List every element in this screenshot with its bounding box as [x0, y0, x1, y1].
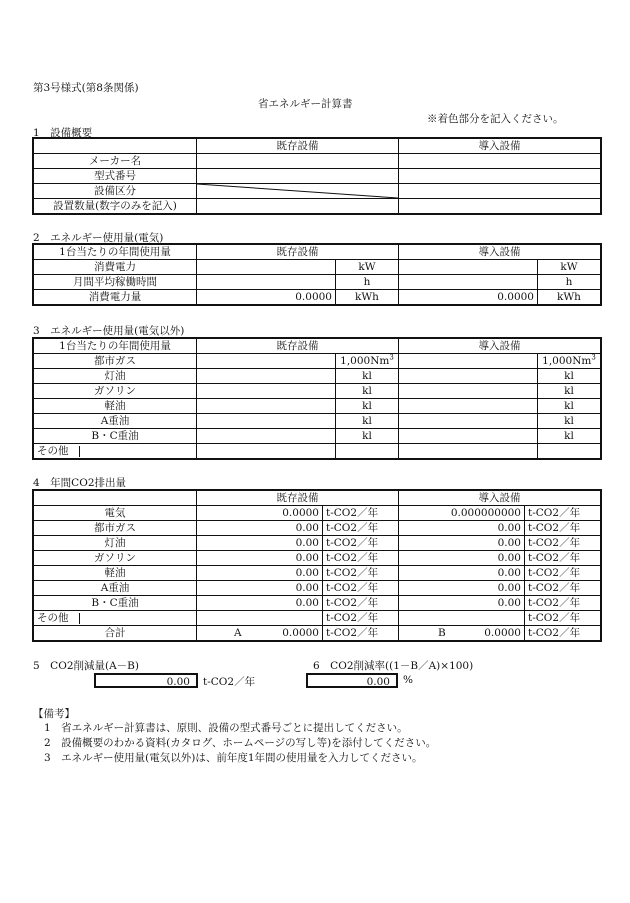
- existing-value: 0.00: [197, 596, 323, 611]
- col-new: 導入設備: [399, 139, 601, 154]
- table-row: [34, 566, 601, 581]
- existing-maker-field[interactable]: [197, 154, 399, 169]
- unit-label: t-CO2／年: [323, 596, 399, 611]
- unit-label: t-CO2／年: [323, 536, 399, 551]
- remarks-title: 【備考】: [33, 708, 75, 720]
- existing-value: 0.00: [197, 536, 323, 551]
- page-title: 省エネルギー計算書: [258, 98, 353, 110]
- unit-label: kWh: [538, 290, 601, 305]
- table-row: [34, 154, 601, 169]
- diagonal-line: [197, 184, 398, 198]
- section5-title: 5 CO2削減量(A－B): [33, 660, 139, 672]
- unit-label: t-CO2／年: [525, 551, 601, 566]
- total-b-value: 0.0000: [484, 627, 521, 639]
- existing-total: [197, 626, 323, 641]
- existing-other-field[interactable]: [197, 444, 336, 459]
- remark-item: 1 省エネルギー計算書は、原則、設備の型式番号ごとに提出してください。: [44, 722, 408, 734]
- unit-label: kl: [538, 429, 601, 444]
- unit-label: kl: [538, 399, 601, 414]
- row-label: ガソリン: [34, 384, 197, 399]
- new-bc-heavy-oil-field[interactable]: [399, 429, 538, 444]
- existing-diesel-field[interactable]: [197, 399, 336, 414]
- table-row: [34, 399, 601, 414]
- new-model-field[interactable]: [399, 169, 601, 184]
- existing-gasoline-field[interactable]: [197, 384, 336, 399]
- new-value: 0.00: [399, 536, 525, 551]
- unit-label: t-CO2／年: [323, 566, 399, 581]
- unit-label: kl: [336, 384, 399, 399]
- row-label: 消費電力量: [34, 290, 197, 305]
- new-value: 0.000000000: [399, 506, 525, 521]
- col-existing: 既存設備: [197, 339, 399, 354]
- new-value: 0.00: [399, 521, 525, 536]
- table-head-label: 1台当たりの年間使用量: [34, 245, 197, 260]
- table-row: [34, 384, 601, 399]
- unit-label: kl: [538, 414, 601, 429]
- unit-label: t-CO2／年: [323, 626, 399, 641]
- non-electric-usage-table: [33, 338, 601, 459]
- existing-value: 0.00: [197, 521, 323, 536]
- new-gas-field[interactable]: [399, 354, 538, 369]
- existing-model-field[interactable]: [197, 169, 399, 184]
- unit-label: t-CO2／年: [323, 551, 399, 566]
- table-row: [34, 275, 601, 290]
- table-head-label: 1台当たりの年間使用量: [34, 339, 197, 354]
- new-gasoline-field[interactable]: [399, 384, 538, 399]
- unit-label: kWh: [336, 290, 399, 305]
- new-power-field[interactable]: [399, 260, 538, 275]
- existing-category-cell: [197, 184, 399, 199]
- co2-emission-table: [33, 490, 601, 641]
- existing-power-field[interactable]: [197, 260, 336, 275]
- row-label-total: 合計: [34, 626, 197, 641]
- row-label: B・C重油: [34, 596, 197, 611]
- new-maker-field[interactable]: [399, 154, 601, 169]
- row-label: 電気: [34, 506, 197, 521]
- table-row: [34, 536, 601, 551]
- col-new: 導入設備: [399, 491, 601, 506]
- unit-label: t-CO2／年: [323, 611, 399, 626]
- new-other-field[interactable]: [399, 444, 538, 459]
- table-row: [34, 369, 601, 384]
- row-label-other[interactable]: その他: [34, 444, 197, 459]
- remark-item: 3 エネルギー使用量(電気以外)は、前年度1年間の使用量を入力してください。: [44, 752, 423, 764]
- unit-label: t-CO2／年: [525, 596, 601, 611]
- col-new: 導入設備: [399, 245, 601, 260]
- unit-label: kl: [538, 369, 601, 384]
- existing-value: 0.0000: [197, 506, 323, 521]
- section6-title: 6 CO2削減率((1－B／A)×100): [313, 660, 474, 672]
- table-row: [34, 245, 601, 260]
- section2-title: 2 エネルギー使用量(電気): [33, 232, 164, 244]
- table-row: [34, 444, 601, 459]
- unit-label: t-CO2／年: [323, 506, 399, 521]
- new-value: 0.00: [399, 596, 525, 611]
- table-row: [34, 611, 601, 626]
- table-row: [34, 414, 601, 429]
- row-label: 消費電力: [34, 260, 197, 275]
- row-label: 設備区分: [34, 184, 197, 199]
- existing-other-value: [197, 611, 323, 626]
- table-row: [34, 260, 601, 275]
- total-a-value: 0.0000: [282, 627, 319, 639]
- unit-label: 1,000Nm$^3$: [336, 354, 399, 369]
- new-value: 0.00: [399, 566, 525, 581]
- table-row: [34, 339, 601, 354]
- table-row: [34, 596, 601, 611]
- new-hours-field[interactable]: [399, 275, 538, 290]
- new-quantity-field[interactable]: [399, 199, 601, 214]
- unit-label: t-CO2／年: [525, 611, 601, 626]
- table-row: [34, 626, 601, 641]
- form-number: 第3号様式(第8条関係): [33, 82, 139, 94]
- existing-value: 0.00: [197, 581, 323, 596]
- row-label: B・C重油: [34, 429, 197, 444]
- table-row: [34, 290, 601, 305]
- unit-label: t-CO2／年: [525, 506, 601, 521]
- existing-value: 0.00: [197, 551, 323, 566]
- table-row: [34, 491, 601, 506]
- table-row: [34, 551, 601, 566]
- total-b-label: B: [438, 627, 446, 639]
- col-existing: 既存設備: [197, 139, 399, 154]
- row-label: 灯油: [34, 536, 197, 551]
- unit-label: kl: [336, 369, 399, 384]
- unit-label: t-CO2／年: [525, 521, 601, 536]
- existing-gas-field[interactable]: [197, 354, 336, 369]
- new-diesel-field[interactable]: [399, 399, 538, 414]
- row-label: 軽油: [34, 566, 197, 581]
- table-row: [34, 429, 601, 444]
- unit-label: h: [336, 275, 399, 290]
- unit-label: t-CO2／年: [525, 626, 601, 641]
- new-energy-value: 0.0000: [399, 290, 538, 305]
- col-existing: 既存設備: [197, 245, 399, 260]
- new-total: [399, 626, 525, 641]
- co2-reduction-value: 0.00: [94, 673, 198, 688]
- section4-title: 4 年間CO2排出量: [33, 477, 127, 489]
- co2-reduction-rate-unit: %: [403, 674, 413, 686]
- remark-item: 2 設備概要のわかる資料(カタログ、ホームページの写し等)を添付してください。: [44, 737, 437, 749]
- input-note: ※着色部分を記入ください。: [427, 113, 564, 125]
- unit-label: t-CO2／年: [323, 581, 399, 596]
- table-row: [34, 139, 601, 154]
- row-label: 都市ガス: [34, 521, 197, 536]
- unit-label: t-CO2／年: [525, 581, 601, 596]
- section1-title: 1 設備概要: [33, 127, 93, 139]
- table-row: [34, 169, 601, 184]
- unit-label: t-CO2／年: [525, 566, 601, 581]
- table-row: [34, 184, 601, 199]
- row-label: 軽油: [34, 399, 197, 414]
- row-label: 灯油: [34, 369, 197, 384]
- unit-label: kW: [538, 260, 601, 275]
- row-label: 月間平均稼働時間: [34, 275, 197, 290]
- equipment-overview-table: [33, 138, 601, 214]
- existing-bc-heavy-oil-field[interactable]: [197, 429, 336, 444]
- unit-label: h: [538, 275, 601, 290]
- existing-hours-field[interactable]: [197, 275, 336, 290]
- co2-reduction-unit: t-CO2／年: [203, 676, 256, 688]
- col-new: 導入設備: [399, 339, 601, 354]
- section3-title: 3 エネルギー使用量(電気以外): [33, 325, 185, 337]
- total-a-label: A: [234, 627, 242, 639]
- new-category-field[interactable]: [399, 184, 601, 199]
- table-row: [34, 354, 601, 369]
- unit-label: kl: [538, 384, 601, 399]
- unit-label: t-CO2／年: [525, 536, 601, 551]
- table-row: [34, 506, 601, 521]
- row-label: メーカー名: [34, 154, 197, 169]
- unit-label: kW: [336, 260, 399, 275]
- row-label: 型式番号: [34, 169, 197, 184]
- new-value: 0.00: [399, 551, 525, 566]
- co2-reduction-rate-value: 0.00: [306, 673, 398, 688]
- existing-quantity-field[interactable]: [197, 199, 399, 214]
- row-label: 都市ガス: [34, 354, 197, 369]
- existing-value: 0.00: [197, 566, 323, 581]
- row-label: ガソリン: [34, 551, 197, 566]
- unit-label: kl: [336, 429, 399, 444]
- existing-kerosene-field[interactable]: [197, 369, 336, 384]
- table-row: [34, 199, 601, 214]
- new-a-heavy-oil-field[interactable]: [399, 414, 538, 429]
- electricity-usage-table: [33, 244, 601, 305]
- new-other-unit-field[interactable]: [538, 444, 601, 459]
- unit-label: t-CO2／年: [323, 521, 399, 536]
- existing-a-heavy-oil-field[interactable]: [197, 414, 336, 429]
- col-existing: 既存設備: [197, 491, 399, 506]
- row-label: 設置数量(数字のみを記入): [34, 199, 197, 214]
- unit-label: 1,000Nm$^3$: [538, 354, 601, 369]
- unit-label: kl: [336, 399, 399, 414]
- row-label: A重油: [34, 414, 197, 429]
- row-label-other[interactable]: その他: [34, 611, 197, 626]
- row-label: A重油: [34, 581, 197, 596]
- new-value: 0.00: [399, 581, 525, 596]
- unit-label: kl: [336, 414, 399, 429]
- existing-energy-value: 0.0000: [197, 290, 336, 305]
- new-kerosene-field[interactable]: [399, 369, 538, 384]
- existing-other-unit-field[interactable]: [336, 444, 399, 459]
- table-row: [34, 581, 601, 596]
- new-other-value: [399, 611, 525, 626]
- table-row: [34, 521, 601, 536]
